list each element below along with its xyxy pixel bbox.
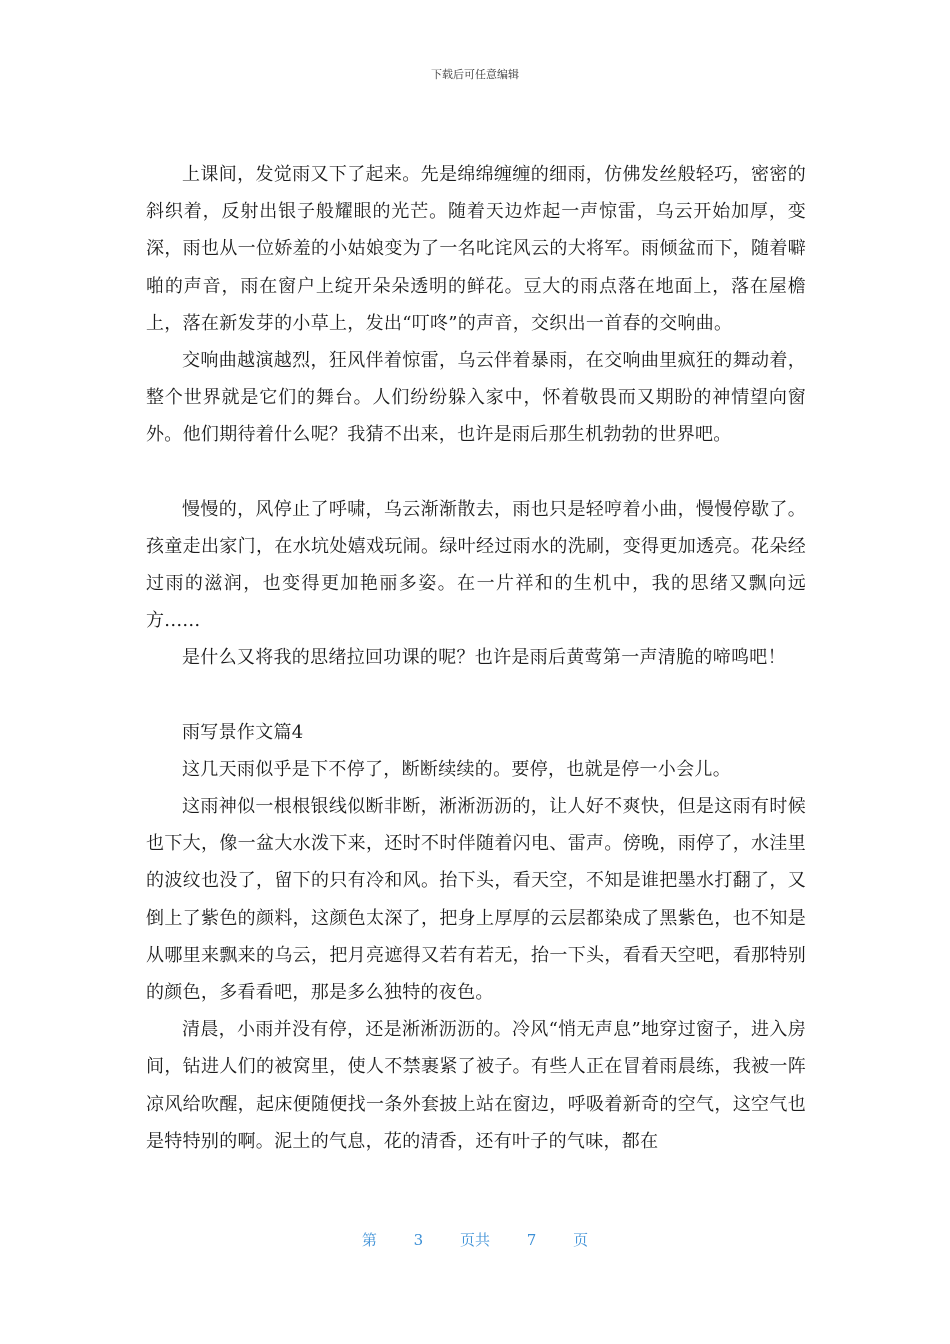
paragraph: 上课间，发觉雨又下了起来。先是绵绵缠缠的细雨，仿佛发丝般轻巧，密密的斜织着，反射出银子般耀眼的光芒。随着天边炸起一声惊雷，乌云开始加厚，变深，雨也从一位娇羞的小姑娘变为了一名叱诧风云的大将军。雨倾盆而下，随着噼啪的声音，雨在窗户上绽开朵朵透明的鲜花。豆大的雨点落在地面上，落在屋檐上，落在新发芽的小草上，发出“叮咚”的声音，交织出一首春的交响曲。 bbox=[146, 164, 806, 334]
footer-prefix: 第 bbox=[361, 1231, 377, 1249]
paragraph: 慢慢的，风停止了呼啸，乌云渐渐散去，雨也只是轻哼着小曲，慢慢停歇了。孩童走出家门，在水坑处嬉戏玩闹。绿叶经过雨水的洗刷，变得更加透亮。花朵经过雨的滋润，也变得更加艳丽多姿。在一片祥和的生机中，我的思绪又飘向远方...... bbox=[146, 498, 806, 632]
document-body bbox=[146, 156, 806, 1160]
footer-suffix: 页 bbox=[573, 1231, 589, 1249]
footer-middle: 页共 bbox=[459, 1231, 490, 1249]
page-header: 下载后可任意编辑 bbox=[431, 68, 519, 81]
paragraph: 交响曲越演越烈，狂风伴着惊雷，乌云伴着暴雨，在交响曲里疯狂的舞动着，整个世界就是它们的舞台。人们纷纷躲入家中，怀着敬畏而又期盼的神情望向窗外。他们期待着什么呢？我猜不出来，也许是雨后那生机勃勃的世界吧。 bbox=[146, 350, 806, 446]
footer-total-pages: 7 bbox=[526, 1231, 537, 1249]
paragraph: 这雨神似一根根银线似断非断，淅淅沥沥的，让人好不爽快，但是这雨有时候也下大，像一盆大水泼下来，还时不时伴随着闪电、雷声。傍晚，雨停了，水洼里的波纹也没了，留下的只有冷和风。抬下头，看天空，不知是谁把墨水打翻了，又倒上了紫色的颜料，这颜色太深了，把身上厚厚的云层都染成了黑紫色，也不知是从哪里来飘来的乌云，把月亮遮得又若有若无，抬一下头，看看天空吧，看那特别的颜色，多看看吧，那是多么独特的夜色。 bbox=[146, 796, 806, 1004]
section-title: 雨写景作文篇4 bbox=[182, 721, 304, 743]
paragraph: 清晨，小雨并没有停，还是淅淅沥沥的。冷风“悄无声息”地穿过窗子，进入房间，钻进人们的被窝里，使人不禁裹紧了被子。有些人正在冒着雨晨练，我被一阵凉风给吹醒，起床便随便找一条外套披上站在窗边，呼吸着新奇的空气，这空气也是特特别的啊。泥土的气息，花的清香，还有叶子的气味，都在 bbox=[146, 1019, 806, 1152]
page-footer bbox=[0, 1229, 950, 1250]
paragraph-gap bbox=[146, 454, 806, 491]
paragraph-gap bbox=[146, 677, 806, 714]
paragraph: 这几天雨似乎是下不停了，断断续续的。要停，也就是停一小会儿。 bbox=[182, 758, 731, 780]
paragraph: 是什么又将我的思绪拉回功课的呢？也许是雨后黄莺第一声清脆的啼鸣吧！ bbox=[182, 647, 786, 669]
footer-page-number: 3 bbox=[413, 1231, 424, 1249]
